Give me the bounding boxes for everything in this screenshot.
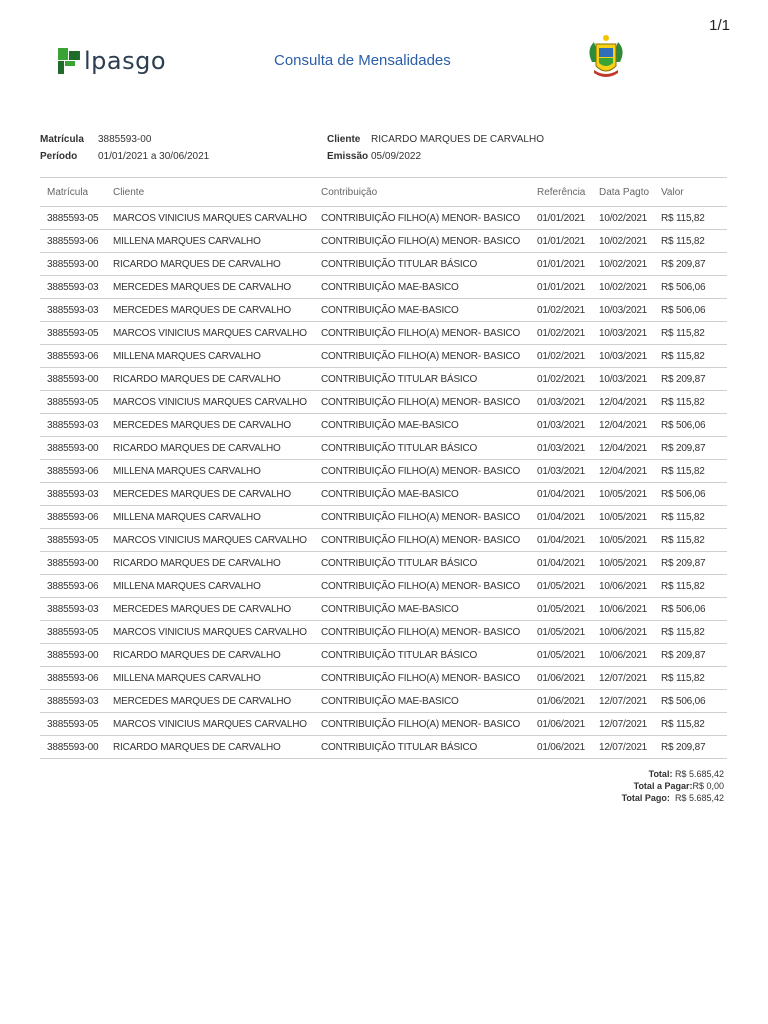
matricula-cell: 3885593-00 [40, 437, 106, 460]
referencia-cell: 01/01/2021 [530, 230, 592, 253]
matricula-cell: 3885593-06 [40, 667, 106, 690]
referencia-cell: 01/01/2021 [530, 253, 592, 276]
referencia-cell: 01/06/2021 [530, 713, 592, 736]
referencia-cell: 01/04/2021 [530, 506, 592, 529]
contribuicao-cell: CONTRIBUIÇÃO TITULAR BÁSICO [314, 736, 530, 759]
total-value: R$ 5.685,42 [674, 769, 724, 779]
emissao-value: 05/09/2022 [371, 151, 422, 162]
contribuicao-cell: CONTRIBUIÇÃO FILHO(A) MENOR- BASICO [314, 506, 530, 529]
table-row [40, 690, 727, 713]
referencia-cell: 01/04/2021 [530, 552, 592, 575]
table-row [40, 713, 727, 736]
data-pagto-cell: 10/05/2021 [592, 529, 654, 552]
contribuicao-cell: CONTRIBUIÇÃO FILHO(A) MENOR- BASICO [314, 391, 530, 414]
table-row [40, 506, 727, 529]
meta-right [327, 131, 544, 165]
cliente-cell: MILLENA MARQUES CARVALHO [106, 506, 314, 529]
valor-cell: R$ 115,82 [654, 322, 727, 345]
ipasgo-logo [56, 44, 166, 78]
table-row [40, 552, 727, 575]
matricula-cell: 3885593-06 [40, 345, 106, 368]
contribuicao-cell: CONTRIBUIÇÃO FILHO(A) MENOR- BASICO [314, 207, 530, 230]
periodo-label: Período [40, 151, 78, 162]
cliente-cell: RICARDO MARQUES DE CARVALHO [106, 552, 314, 575]
referencia-cell: 01/02/2021 [530, 322, 592, 345]
data-pagto-cell: 12/07/2021 [592, 713, 654, 736]
cliente-cell: MILLENA MARQUES CARVALHO [106, 575, 314, 598]
matricula-cell: 3885593-00 [40, 552, 106, 575]
referencia-cell: 01/03/2021 [530, 460, 592, 483]
col-cliente: Cliente [106, 178, 314, 207]
table-body [40, 207, 727, 759]
table-row [40, 368, 727, 391]
data-pagto-cell: 10/06/2021 [592, 575, 654, 598]
periodo-value: 01/01/2021 a 30/06/2021 [98, 151, 210, 162]
data-pagto-cell: 12/04/2021 [592, 391, 654, 414]
referencia-cell: 01/06/2021 [530, 736, 592, 759]
totals [622, 768, 724, 804]
valor-cell: R$ 209,87 [654, 552, 727, 575]
page-number: 1/1 [709, 17, 730, 34]
cliente-cell: MARCOS VINICIUS MARQUES CARVALHO [106, 621, 314, 644]
contribuicao-cell: CONTRIBUIÇÃO MAE-BASICO [314, 299, 530, 322]
referencia-cell: 01/05/2021 [530, 644, 592, 667]
valor-cell: R$ 209,87 [654, 368, 727, 391]
table-row [40, 598, 727, 621]
cliente-cell: RICARDO MARQUES DE CARVALHO [106, 644, 314, 667]
matricula-cell: 3885593-03 [40, 276, 106, 299]
cliente-cell: MARCOS VINICIUS MARQUES CARVALHO [106, 322, 314, 345]
data-pagto-cell: 10/03/2021 [592, 345, 654, 368]
table-row [40, 414, 727, 437]
cliente-cell: MARCOS VINICIUS MARQUES CARVALHO [106, 529, 314, 552]
data-pagto-cell: 10/02/2021 [592, 207, 654, 230]
table-row [40, 253, 727, 276]
contribuicao-cell: CONTRIBUIÇÃO MAE-BASICO [314, 483, 530, 506]
table-row [40, 230, 727, 253]
matricula-cell: 3885593-06 [40, 460, 106, 483]
total-a-pagar-label: Total a Pagar: [633, 781, 693, 791]
valor-cell: R$ 115,82 [654, 506, 727, 529]
cliente-cell: RICARDO MARQUES DE CARVALHO [106, 437, 314, 460]
referencia-cell: 01/04/2021 [530, 529, 592, 552]
referencia-cell: 01/01/2021 [530, 276, 592, 299]
contribuicao-cell: CONTRIBUIÇÃO FILHO(A) MENOR- BASICO [314, 621, 530, 644]
referencia-cell: 01/03/2021 [530, 391, 592, 414]
data-pagto-cell: 12/07/2021 [592, 690, 654, 713]
referencia-cell: 01/05/2021 [530, 575, 592, 598]
data-pagto-cell: 10/06/2021 [592, 621, 654, 644]
cliente-cell: MILLENA MARQUES CARVALHO [106, 345, 314, 368]
valor-cell: R$ 115,82 [654, 667, 727, 690]
matricula-cell: 3885593-06 [40, 230, 106, 253]
matricula-cell: 3885593-03 [40, 690, 106, 713]
referencia-cell: 01/05/2021 [530, 621, 592, 644]
cliente-cell: MERCEDES MARQUES DE CARVALHO [106, 483, 314, 506]
contribuicao-cell: CONTRIBUIÇÃO TITULAR BÁSICO [314, 644, 530, 667]
cliente-cell: RICARDO MARQUES DE CARVALHO [106, 368, 314, 391]
page-title: Consulta de Mensalidades [274, 52, 451, 69]
valor-cell: R$ 115,82 [654, 713, 727, 736]
matricula-cell: 3885593-05 [40, 621, 106, 644]
valor-cell: R$ 115,82 [654, 575, 727, 598]
referencia-cell: 01/01/2021 [530, 207, 592, 230]
contribuicao-cell: CONTRIBUIÇÃO FILHO(A) MENOR- BASICO [314, 529, 530, 552]
matricula-cell: 3885593-03 [40, 483, 106, 506]
valor-cell: R$ 115,82 [654, 345, 727, 368]
matricula-cell: 3885593-03 [40, 299, 106, 322]
table-row [40, 299, 727, 322]
referencia-cell: 01/05/2021 [530, 598, 592, 621]
data-pagto-cell: 10/06/2021 [592, 644, 654, 667]
matricula-value: 3885593-00 [98, 134, 152, 145]
cliente-cell: MILLENA MARQUES CARVALHO [106, 667, 314, 690]
logo-text: lpasgo [83, 47, 166, 75]
total-a-pagar-value: R$ 0,00 [692, 781, 724, 791]
valor-cell: R$ 115,82 [654, 207, 727, 230]
col-matricula: Matrícula [40, 178, 106, 207]
table-row [40, 736, 727, 759]
table-row [40, 667, 727, 690]
referencia-cell: 01/03/2021 [530, 437, 592, 460]
data-pagto-cell: 12/04/2021 [592, 460, 654, 483]
valor-cell: R$ 209,87 [654, 736, 727, 759]
contribuicao-cell: CONTRIBUIÇÃO FILHO(A) MENOR- BASICO [314, 713, 530, 736]
cliente-cell: MERCEDES MARQUES DE CARVALHO [106, 690, 314, 713]
referencia-cell: 01/03/2021 [530, 414, 592, 437]
contribuicao-cell: CONTRIBUIÇÃO FILHO(A) MENOR- BASICO [314, 667, 530, 690]
table-row [40, 529, 727, 552]
contribuicao-cell: CONTRIBUIÇÃO MAE-BASICO [314, 690, 530, 713]
matricula-cell: 3885593-06 [40, 575, 106, 598]
contribuicao-cell: CONTRIBUIÇÃO FILHO(A) MENOR- BASICO [314, 345, 530, 368]
cliente-cell: MERCEDES MARQUES DE CARVALHO [106, 299, 314, 322]
cliente-cell: MILLENA MARQUES CARVALHO [106, 460, 314, 483]
state-coat-of-arms-icon [584, 32, 628, 82]
col-referencia: Referência [530, 178, 592, 207]
valor-cell: R$ 506,06 [654, 276, 727, 299]
table-row [40, 276, 727, 299]
table-row [40, 207, 727, 230]
contribuicao-cell: CONTRIBUIÇÃO FILHO(A) MENOR- BASICO [314, 575, 530, 598]
contribuicao-cell: CONTRIBUIÇÃO FILHO(A) MENOR- BASICO [314, 322, 530, 345]
contribuicao-cell: CONTRIBUIÇÃO FILHO(A) MENOR- BASICO [314, 230, 530, 253]
contribuicao-cell: CONTRIBUIÇÃO FILHO(A) MENOR- BASICO [314, 460, 530, 483]
data-pagto-cell: 12/07/2021 [592, 736, 654, 759]
valor-cell: R$ 115,82 [654, 391, 727, 414]
matricula-cell: 3885593-05 [40, 529, 106, 552]
valor-cell: R$ 506,06 [654, 690, 727, 713]
data-pagto-cell: 10/03/2021 [592, 299, 654, 322]
matricula-cell: 3885593-05 [40, 391, 106, 414]
valor-cell: R$ 506,06 [654, 414, 727, 437]
emissao-label: Emissão [327, 151, 369, 162]
matricula-cell: 3885593-00 [40, 368, 106, 391]
matricula-cell: 3885593-05 [40, 322, 106, 345]
referencia-cell: 01/02/2021 [530, 299, 592, 322]
table-header-row [40, 178, 727, 207]
valor-cell: R$ 506,06 [654, 483, 727, 506]
contribuicao-cell: CONTRIBUIÇÃO TITULAR BÁSICO [314, 368, 530, 391]
cliente-cell: RICARDO MARQUES DE CARVALHO [106, 736, 314, 759]
matricula-cell: 3885593-00 [40, 644, 106, 667]
ipasgo-logo-icon [56, 46, 82, 76]
contribuicao-cell: CONTRIBUIÇÃO TITULAR BÁSICO [314, 437, 530, 460]
matricula-cell: 3885593-03 [40, 598, 106, 621]
data-pagto-cell: 10/05/2021 [592, 483, 654, 506]
cliente-cell: MARCOS VINICIUS MARQUES CARVALHO [106, 207, 314, 230]
payments-table [40, 177, 727, 759]
valor-cell: R$ 209,87 [654, 437, 727, 460]
cliente-cell: MERCEDES MARQUES DE CARVALHO [106, 276, 314, 299]
total-label: Total: [648, 769, 673, 779]
contribuicao-cell: CONTRIBUIÇÃO TITULAR BÁSICO [314, 552, 530, 575]
matricula-label: Matrícula [40, 134, 84, 145]
valor-cell: R$ 506,06 [654, 598, 727, 621]
data-pagto-cell: 10/02/2021 [592, 276, 654, 299]
col-contribuicao: Contribuição [314, 178, 530, 207]
valor-cell: R$ 115,82 [654, 529, 727, 552]
table-row [40, 575, 727, 598]
data-pagto-cell: 10/05/2021 [592, 506, 654, 529]
contribuicao-cell: CONTRIBUIÇÃO MAE-BASICO [314, 276, 530, 299]
matricula-cell: 3885593-05 [40, 207, 106, 230]
data-pagto-cell: 10/03/2021 [592, 322, 654, 345]
matricula-cell: 3885593-00 [40, 253, 106, 276]
data-pagto-cell: 10/03/2021 [592, 368, 654, 391]
cliente-cell: MARCOS VINICIUS MARQUES CARVALHO [106, 713, 314, 736]
table-row [40, 437, 727, 460]
valor-cell: R$ 115,82 [654, 230, 727, 253]
cliente-cell: MERCEDES MARQUES DE CARVALHO [106, 414, 314, 437]
total-pago-value: R$ 5.685,42 [674, 793, 724, 803]
valor-cell: R$ 506,06 [654, 299, 727, 322]
data-pagto-cell: 10/05/2021 [592, 552, 654, 575]
valor-cell: R$ 209,87 [654, 253, 727, 276]
cliente-cell: MERCEDES MARQUES DE CARVALHO [106, 598, 314, 621]
matricula-cell: 3885593-00 [40, 736, 106, 759]
referencia-cell: 01/02/2021 [530, 345, 592, 368]
cliente-cell: MARCOS VINICIUS MARQUES CARVALHO [106, 391, 314, 414]
valor-cell: R$ 115,82 [654, 621, 727, 644]
col-valor: Valor [654, 178, 727, 207]
data-pagto-cell: 10/06/2021 [592, 598, 654, 621]
data-pagto-cell: 12/04/2021 [592, 414, 654, 437]
table-row [40, 621, 727, 644]
matricula-cell: 3885593-03 [40, 414, 106, 437]
referencia-cell: 01/06/2021 [530, 667, 592, 690]
data-pagto-cell: 12/07/2021 [592, 667, 654, 690]
table-row [40, 391, 727, 414]
cliente-cell: RICARDO MARQUES DE CARVALHO [106, 253, 314, 276]
referencia-cell: 01/06/2021 [530, 690, 592, 713]
col-data-pagto: Data Pagto [592, 178, 654, 207]
valor-cell: R$ 209,87 [654, 644, 727, 667]
table-row [40, 322, 727, 345]
table-row [40, 345, 727, 368]
data-pagto-cell: 12/04/2021 [592, 437, 654, 460]
table-row [40, 460, 727, 483]
data-pagto-cell: 10/02/2021 [592, 253, 654, 276]
total-pago-label: Total Pago: [621, 793, 670, 803]
valor-cell: R$ 115,82 [654, 460, 727, 483]
matricula-cell: 3885593-06 [40, 506, 106, 529]
matricula-cell: 3885593-05 [40, 713, 106, 736]
contribuicao-cell: CONTRIBUIÇÃO MAE-BASICO [314, 598, 530, 621]
contribuicao-cell: CONTRIBUIÇÃO TITULAR BÁSICO [314, 253, 530, 276]
table-row [40, 644, 727, 667]
cliente-cell: MILLENA MARQUES CARVALHO [106, 230, 314, 253]
cliente-label: Cliente [327, 134, 361, 145]
cliente-value: RICARDO MARQUES DE CARVALHO [371, 134, 544, 145]
referencia-cell: 01/02/2021 [530, 368, 592, 391]
table-row [40, 483, 727, 506]
referencia-cell: 01/04/2021 [530, 483, 592, 506]
data-pagto-cell: 10/02/2021 [592, 230, 654, 253]
meta-left [40, 131, 209, 165]
contribuicao-cell: CONTRIBUIÇÃO MAE-BASICO [314, 414, 530, 437]
